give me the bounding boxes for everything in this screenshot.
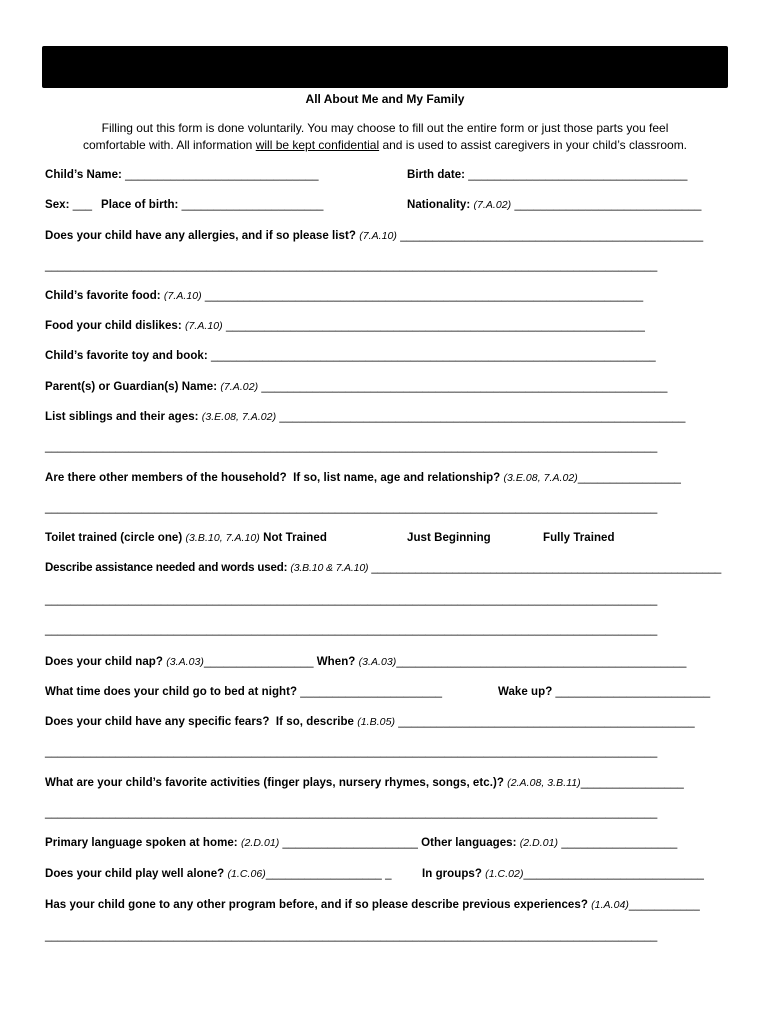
intro-line-2 bbox=[45, 137, 725, 154]
wake-label: Wake up? bbox=[498, 686, 556, 698]
groups-ref: (1.C.02) bbox=[485, 868, 524, 880]
bedtime-label: What time does your child go to bed at night? bbox=[45, 686, 301, 698]
option-just-beginning[interactable]: Just Beginning bbox=[407, 532, 491, 544]
previous-program-ref: (1.A.04) bbox=[591, 899, 629, 911]
nap-blank[interactable]: _________________ bbox=[203, 656, 317, 668]
toy-book-blank[interactable]: _____________________________________________________________________ bbox=[210, 350, 656, 362]
household-field[interactable] bbox=[45, 472, 681, 484]
form-title: All About Me and My Family bbox=[305, 92, 465, 106]
child-name-blank[interactable]: ______________________________ bbox=[125, 169, 319, 181]
dislikes-ref: (7.A.10) bbox=[184, 320, 223, 332]
option-not-trained[interactable]: Not Trained bbox=[259, 532, 327, 544]
confidential-notice: will be kept confidential bbox=[255, 138, 380, 152]
fears-label: Does your child have any specific fears? If so, describe bbox=[45, 716, 358, 728]
toilet-trained-label: Toilet trained (circle one) bbox=[45, 532, 186, 544]
other-languages-ref: (2.D.01) bbox=[519, 837, 559, 849]
assistance-blank[interactable]: ________________________________________________________ bbox=[368, 562, 722, 574]
assistance-ref: (3.B.10 & 7.A.10) bbox=[290, 562, 369, 574]
birth-date-blank[interactable]: __________________________________ bbox=[468, 169, 688, 181]
previous-program-field[interactable] bbox=[45, 899, 700, 911]
play-alone-ref: (1.C.06) bbox=[227, 868, 266, 880]
allergies-ref: (7.A.10) bbox=[359, 230, 397, 242]
other-languages-blank[interactable]: __________________ bbox=[558, 837, 678, 849]
nap-field[interactable] bbox=[45, 656, 686, 668]
header-banner bbox=[42, 46, 728, 88]
language-field[interactable] bbox=[45, 837, 677, 849]
guardians-blank[interactable]: _______________________________________________________________ bbox=[258, 381, 668, 393]
sex-label: Sex: bbox=[45, 199, 73, 211]
bedtime-field[interactable] bbox=[45, 686, 442, 698]
favorite-food-field[interactable] bbox=[45, 290, 643, 302]
nationality-field[interactable] bbox=[407, 199, 701, 211]
child-name-label: Child’s Name: bbox=[45, 169, 126, 181]
sex-field[interactable] bbox=[45, 199, 92, 211]
dislikes-field[interactable] bbox=[45, 320, 645, 332]
activities-blank[interactable]: ________________ bbox=[580, 777, 684, 789]
siblings-ref: (3.E.08, 7.A.02) bbox=[201, 411, 277, 423]
household-continuation-blank[interactable]: _______________________________________________________________________________________________ bbox=[45, 502, 658, 514]
groups-blank[interactable]: ____________________________ bbox=[523, 868, 704, 880]
intro-line-2-end: and is used to assist caregivers in your child’s classroom. bbox=[379, 138, 688, 152]
child-name-field[interactable] bbox=[45, 169, 319, 181]
guardians-label: Parent(s) or Guardian(s) Name: bbox=[45, 381, 221, 393]
groups-label: In groups? bbox=[422, 868, 486, 880]
when-ref: (3.A.03) bbox=[358, 656, 397, 668]
fears-ref: (1.B.05) bbox=[357, 716, 395, 728]
place-of-birth-label: Place of birth: bbox=[101, 199, 182, 211]
when-blank[interactable]: _____________________________________________ bbox=[396, 656, 687, 668]
siblings-continuation-blank[interactable]: _______________________________________________________________________________________________ bbox=[45, 441, 658, 453]
place-of-birth-field[interactable] bbox=[101, 199, 323, 211]
place-of-birth-blank[interactable]: ______________________ bbox=[181, 199, 324, 211]
nationality-blank[interactable]: _____________________________ bbox=[511, 199, 702, 211]
fears-blank[interactable]: ______________________________________________ bbox=[395, 716, 695, 728]
when-label: When? bbox=[316, 656, 359, 668]
siblings-field[interactable] bbox=[45, 411, 685, 423]
assistance-continuation-blank-2[interactable]: _______________________________________________________________________________________________ bbox=[45, 624, 658, 636]
other-languages-label: Other languages: bbox=[421, 837, 520, 849]
fears-field[interactable] bbox=[45, 716, 695, 728]
intro-line-1: Filling out this form is done voluntarily. You may choose to fill out the entire form or just those parts you feel bbox=[101, 121, 669, 135]
household-ref: (3.E.08, 7.A.02) bbox=[503, 472, 578, 484]
language-label: Primary language spoken at home: bbox=[45, 837, 241, 849]
language-ref: (2.D.01) bbox=[240, 837, 280, 849]
nap-ref: (3.A.03) bbox=[166, 656, 204, 668]
language-blank[interactable]: _____________________ bbox=[279, 837, 422, 849]
birth-date-label: Birth date: bbox=[407, 169, 469, 181]
assistance-label: Describe assistance needed and words used: bbox=[45, 562, 291, 574]
siblings-label: List siblings and their ages: bbox=[45, 411, 202, 423]
bedtime-blank[interactable]: ______________________ bbox=[300, 686, 443, 698]
guardians-ref: (7.A.02) bbox=[220, 381, 259, 393]
favorite-food-label: Child’s favorite food: bbox=[45, 290, 164, 302]
household-blank[interactable]: ________________ bbox=[577, 472, 681, 484]
activities-field[interactable] bbox=[45, 777, 684, 789]
assistance-continuation-blank-1[interactable]: _______________________________________________________________________________________________ bbox=[45, 594, 658, 606]
previous-program-blank[interactable]: ___________ bbox=[628, 899, 700, 911]
wake-field[interactable] bbox=[498, 686, 710, 698]
dislikes-blank[interactable]: _________________________________________________________________ bbox=[222, 320, 645, 332]
allergies-field[interactable] bbox=[45, 230, 703, 242]
toilet-trained-ref: (3.B.10, 7.A.10) bbox=[185, 532, 260, 544]
guardians-field[interactable] bbox=[45, 381, 667, 393]
toilet-trained-field bbox=[45, 532, 327, 544]
play-alone-blank[interactable]: __________________ _ bbox=[265, 868, 392, 880]
household-label: Are there other members of the household? If so, list name, age and relationship? bbox=[45, 472, 504, 484]
play-alone-field[interactable] bbox=[45, 868, 392, 880]
play-alone-label: Does your child play well alone? bbox=[45, 868, 228, 880]
activities-continuation-blank[interactable]: _______________________________________________________________________________________________ bbox=[45, 807, 658, 819]
intro-line-2-start: comfortable with. All information bbox=[82, 138, 256, 152]
favorite-food-blank[interactable]: ____________________________________________________________________ bbox=[201, 290, 644, 302]
favorite-food-ref: (7.A.10) bbox=[163, 290, 202, 302]
activities-ref: (2.A.08, 3.B.11) bbox=[507, 777, 581, 789]
allergies-blank[interactable]: _______________________________________________ bbox=[396, 230, 704, 242]
fears-continuation-blank[interactable]: _______________________________________________________________________________________________ bbox=[45, 746, 658, 758]
birth-date-field[interactable] bbox=[407, 169, 687, 181]
allergies-label: Does your child have any allergies, and if so please list? bbox=[45, 230, 360, 242]
dislikes-label: Food your child dislikes: bbox=[45, 320, 185, 332]
nationality-ref: (7.A.02) bbox=[473, 199, 512, 211]
nap-label: Does your child nap? bbox=[45, 656, 167, 668]
wake-blank[interactable]: ________________________ bbox=[555, 686, 711, 698]
nationality-label: Nationality: bbox=[407, 199, 474, 211]
option-fully-trained[interactable]: Fully Trained bbox=[543, 532, 615, 544]
toy-book-label: Child’s favorite toy and book: bbox=[45, 350, 211, 362]
sex-blank[interactable]: ___ bbox=[72, 199, 93, 211]
previous-program-continuation-blank[interactable]: _______________________________________________________________________________________________ bbox=[45, 930, 658, 942]
allergies-continuation-blank[interactable]: _______________________________________________________________________________________________ bbox=[45, 260, 658, 272]
intro-text bbox=[45, 120, 725, 154]
activities-label: What are your child’s favorite activities (finger plays, nursery rhymes, songs, etc.)? bbox=[45, 777, 508, 789]
siblings-blank[interactable]: _______________________________________________________________ bbox=[276, 411, 686, 423]
assistance-field[interactable] bbox=[45, 562, 721, 574]
groups-field[interactable] bbox=[422, 868, 704, 880]
toy-book-field[interactable] bbox=[45, 350, 656, 362]
previous-program-label: Has your child gone to any other program before, and if so please describe previous experiences? bbox=[45, 899, 592, 911]
